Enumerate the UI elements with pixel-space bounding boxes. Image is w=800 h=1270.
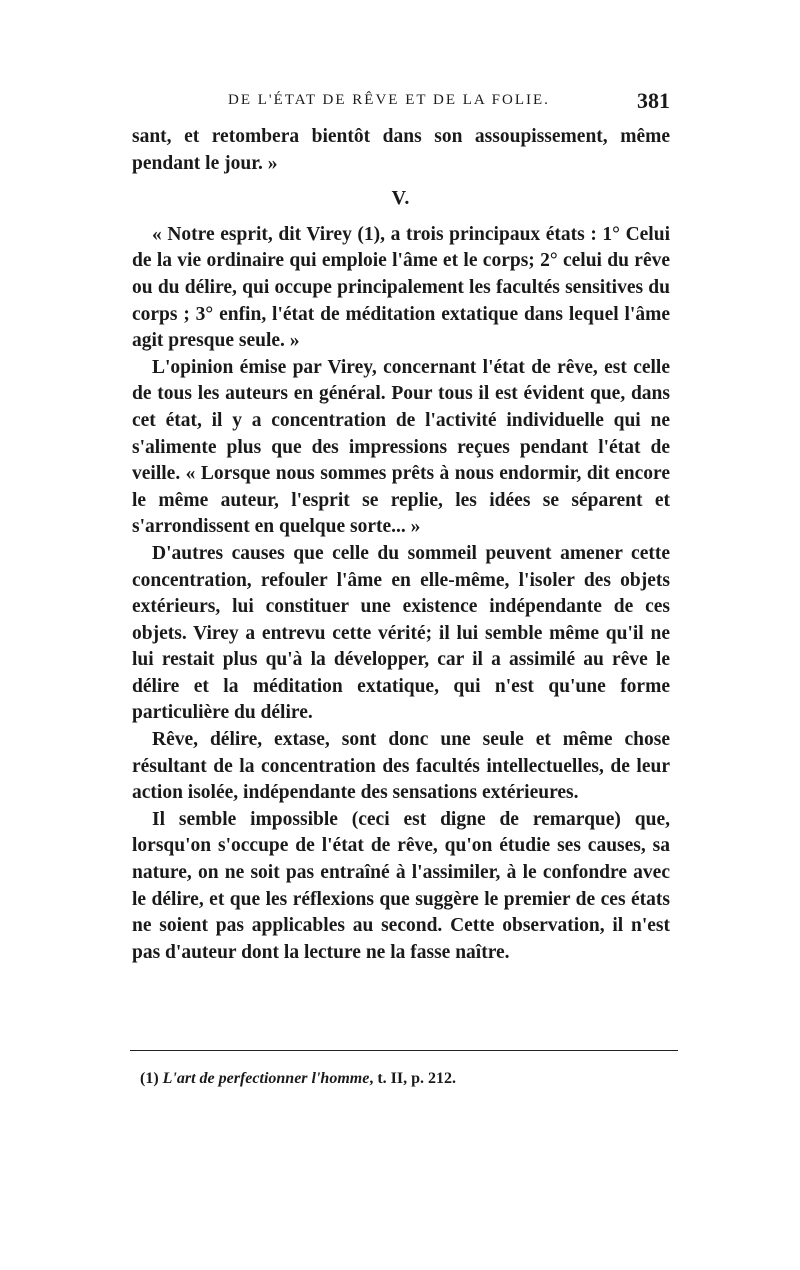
footnote-reference: , t. II, p. 212.	[369, 1070, 456, 1087]
footnote-title: L'art de perfectionner l'homme	[162, 1070, 370, 1087]
page-number: 381	[637, 88, 670, 113]
footnote-divider	[130, 1050, 678, 1051]
running-title: DE L'ÉTAT DE RÊVE ET DE LA FOLIE.	[228, 92, 550, 108]
paragraph-observation: Il semble impossible (ceci est digne de remarque) que, lorsqu'on s'occupe de l'état de rêve, qu'on étudie ses causes, sa nature, on ne soit pas entraîné à l'assimiler, à le confondre avec le délire, et que les réflexions que suggère le premier de ces états ne soient pas applicables au second. Cette observation, il n'est pas d'auteur dont la lecture ne la fasse naître.	[132, 808, 670, 963]
paragraph-conclusion: Rêve, délire, extase, sont donc une seule et même chose résultant de la concentration des facultés intellectuelles, de leur action isolée, indépendante des sensations extérieures.	[132, 729, 670, 804]
page-header	[132, 88, 670, 116]
body-text	[132, 124, 670, 966]
paragraph-other-causes: D'autres causes que celle du sommeil peuvent amener cette concentration, refouler l'âme en elle-même, l'isoler des objets extérieurs, lui constituer une existence indépendante de ces objets. Virey a entrevu cette vérité; il lui semble même qu'il ne lui restait plus qu'à la développer, car il a assimilé au rêve le délire et la méditation extatique, qui n'est qu'une forme particulière du délire.	[132, 542, 670, 724]
footnote-marker: (1)	[140, 1070, 159, 1087]
paragraph-quote-virey: « Notre esprit, dit Virey (1), a trois principaux états : 1° Celui de la vie ordinaire qui emploie l'âme et le corps; 2° celui du rêve ou du délire, qui occupe principalement les facultés sensitives du corps ; 3° enfin, l'état de méditation extatique dans lequel l'âme agit presque seule. »	[132, 223, 670, 352]
paragraph-opinion: L'opinion émise par Virey, concernant l'état de rêve, est celle de tous les auteurs en général. Pour tous il est évident que, dans cet état, il y a concentration de l'activité individuelle qui ne s'alimente plus que des impressions reçues pendant l'état de veille. « Lorsque nous sommes prêts à nous endormir, dit encore le même auteur, l'esprit se replie, les idées se séparent et s'arrondissent en quelque sorte... »	[132, 356, 670, 538]
paragraph-continuation: sant, et retombera bientôt dans son assoupissement, même pendant le jour. »	[132, 126, 670, 174]
section-heading: V.	[391, 187, 411, 210]
footnote	[140, 1070, 640, 1088]
